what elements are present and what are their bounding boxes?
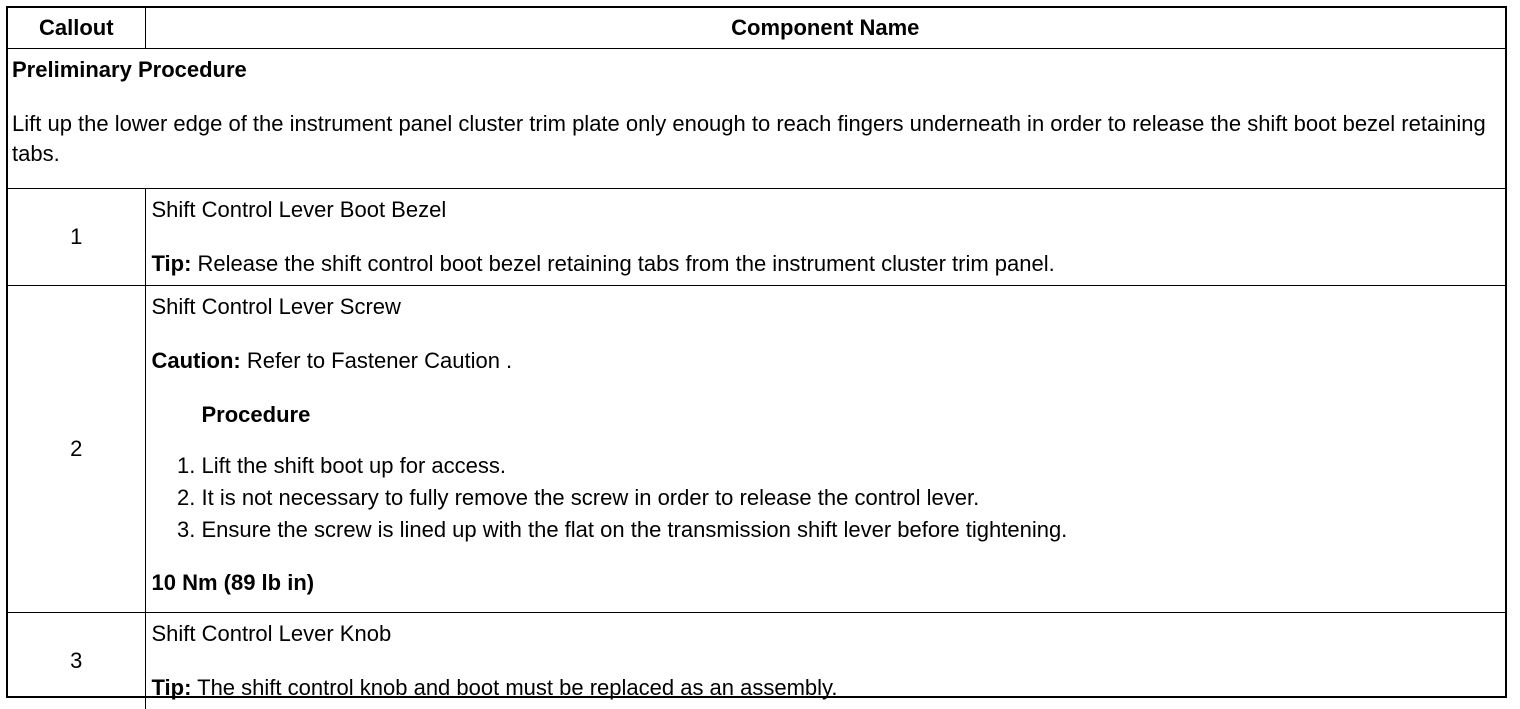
- tip-text: The shift control knob and boot must be replaced as an assembly.: [191, 675, 837, 700]
- procedure-steps: [152, 450, 1500, 546]
- component-table-frame: [6, 6, 1507, 698]
- table-row: [8, 613, 1505, 709]
- tip-note: [152, 251, 1500, 277]
- tip-note: [152, 675, 1500, 701]
- component-name: Shift Control Lever Boot Bezel: [152, 197, 1500, 223]
- procedure-step: 3. Ensure the screw is lined up with the flat on the transmission shift lever before tightening.: [202, 514, 1500, 546]
- component-cell: [145, 189, 1505, 286]
- caution-label: Caution:: [152, 348, 241, 373]
- component-name: Shift Control Lever Knob: [152, 621, 1500, 647]
- caution-note: [152, 348, 1500, 374]
- preliminary-cell: [8, 49, 1505, 189]
- table-row: [8, 286, 1505, 613]
- torque-spec: 10 Nm (89 lb in): [152, 570, 1500, 596]
- caution-text: Refer to Fastener Caution .: [241, 348, 512, 373]
- table-header-row: [8, 8, 1505, 49]
- callout-header: Callout: [8, 8, 145, 49]
- tip-label: Tip:: [152, 675, 192, 700]
- preliminary-text: Lift up the lower edge of the instrument panel cluster trim plate only enough to reach fingers underneath in order to release the shift boot bezel retaining tabs.: [12, 109, 1499, 169]
- component-cell: [145, 286, 1505, 613]
- table-row: [8, 189, 1505, 286]
- procedure-step: 2. It is not necessary to fully remove the screw in order to release the control lever.: [202, 482, 1500, 514]
- component-cell: [145, 613, 1505, 709]
- preliminary-row: [8, 49, 1505, 189]
- callout-number: 3: [8, 613, 145, 709]
- tip-label: Tip:: [152, 251, 192, 276]
- callout-number: 1: [8, 189, 145, 286]
- preliminary-title: Preliminary Procedure: [12, 55, 1499, 85]
- component-name: Shift Control Lever Screw: [152, 294, 1500, 320]
- component-table: [8, 8, 1505, 709]
- component-name-header: Component Name: [145, 8, 1505, 49]
- tip-text: Release the shift control boot bezel retaining tabs from the instrument cluster trim panel.: [191, 251, 1054, 276]
- procedure-title: Procedure: [152, 402, 1500, 428]
- procedure-step: 1. Lift the shift boot up for access.: [202, 450, 1500, 482]
- callout-number: 2: [8, 286, 145, 613]
